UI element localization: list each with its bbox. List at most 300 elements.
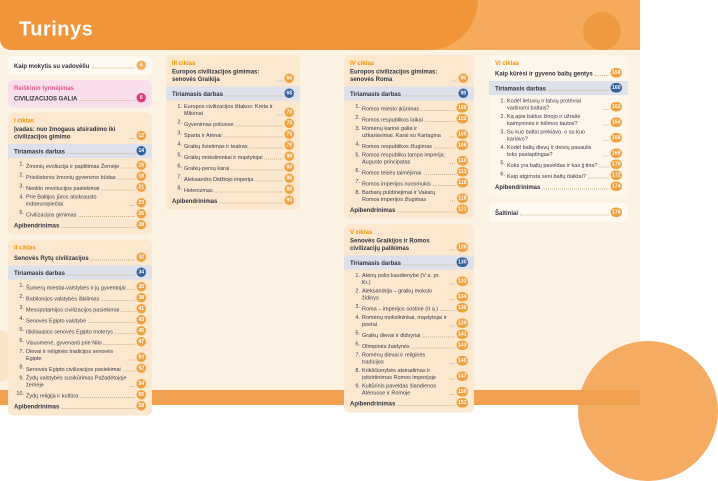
- entry-label: Apibendrinimas: [14, 403, 60, 410]
- page-badge: 18: [138, 173, 145, 179]
- toc-column: [8, 56, 152, 421]
- entry-label: Senovės Egipto valstybė: [26, 318, 87, 324]
- toc-column: [489, 55, 628, 227]
- dotted-leader: [450, 363, 455, 364]
- page-badge: 174: [612, 183, 621, 189]
- research-row: [8, 266, 152, 280]
- toc-entry: [172, 103, 294, 117]
- page-badge: 54: [138, 381, 145, 387]
- page-badge: 121: [458, 206, 467, 212]
- page-badge: 45: [138, 328, 145, 334]
- entry-number: 4.: [355, 314, 360, 321]
- cycle-card: [489, 55, 628, 196]
- entry-label: Priešistorės žmonių gyvenimo būdas: [26, 174, 116, 181]
- page-badge: 172: [612, 172, 621, 178]
- entry-label: Aleksandrija – graikų mokslo židinys: [362, 288, 433, 301]
- toc-entry: [350, 398, 468, 408]
- entry-number: 5.: [355, 152, 360, 158]
- toc-entry: [172, 68, 294, 83]
- entry-label: Kodėl lietuvių ir latvių protėviai vadinami baltais?: [507, 98, 581, 111]
- entry-label: Graikų mokslininkai ir mąstytojai: [184, 154, 263, 161]
- dotted-leader: [450, 250, 455, 251]
- dotted-leader: [67, 275, 135, 276]
- toc-entry: [14, 194, 146, 208]
- entry-label: Žydų religija ir kultūra: [26, 393, 79, 399]
- cycle-card: [166, 55, 300, 210]
- entry-label: Romos respublika tampa imperija: Augusto principatas: [362, 152, 446, 165]
- page-badge: 152: [458, 400, 467, 406]
- dotted-leader: [604, 109, 609, 110]
- dotted-leader: [101, 300, 134, 301]
- toc-entry: [14, 282, 146, 292]
- page-badge: 80: [286, 153, 293, 159]
- toc-entry: [172, 163, 294, 173]
- toc-entry: [14, 304, 146, 314]
- entry-label: CIVILIZACIJOS GALIA: [14, 95, 78, 102]
- entry-label: Europos civilizacijos ištakos: Kreta ir Mikėnai: [184, 103, 273, 117]
- toc-entry: [350, 114, 468, 124]
- cycle-kicker: III ciklas: [172, 59, 196, 67]
- toc-entry: [172, 174, 294, 184]
- dotted-leader: [412, 348, 455, 349]
- entry-label: Ką apie baltus žinojo ir užrašė kaimyninės ir tolimos tautos?: [507, 113, 581, 127]
- entry-label: Apibendrinimas: [350, 400, 396, 407]
- page-badge: 110: [458, 158, 467, 164]
- entry-number: 2.: [177, 119, 182, 125]
- toc-entry: [350, 367, 468, 381]
- dotted-leader: [542, 189, 608, 190]
- dotted-leader: [61, 408, 134, 409]
- toc-entry: [350, 103, 468, 113]
- dotted-leader: [115, 333, 135, 334]
- entry-label: Romos imperijos nuosmukis: [362, 181, 431, 187]
- dotted-leader: [130, 138, 135, 139]
- dotted-leader: [450, 394, 455, 395]
- toc-entry: [14, 61, 146, 71]
- dotted-leader: [588, 178, 609, 179]
- entry-number: 5.: [500, 160, 505, 166]
- toc-entry: [495, 208, 622, 218]
- entry-number: 3.: [355, 303, 360, 310]
- page-badge: 168: [612, 150, 621, 156]
- dotted-leader: [278, 81, 283, 82]
- dotted-leader: [397, 405, 454, 406]
- page-badge: 23: [138, 200, 145, 206]
- page-badge: 41: [138, 306, 145, 312]
- entry-number: 6.: [177, 163, 182, 169]
- dotted-leader: [236, 126, 283, 127]
- dotted-leader: [219, 203, 282, 204]
- entry-number: 2.: [355, 114, 360, 121]
- entry-number: 2.: [355, 288, 360, 294]
- dotted-leader: [423, 174, 455, 175]
- entry-label: Senovės Rytų civilizacijos: [14, 254, 89, 262]
- toc-entry: [14, 220, 146, 230]
- toc-entry: [350, 125, 468, 139]
- entry-number: 1.: [355, 272, 360, 279]
- page-badge: 139: [458, 320, 467, 326]
- toc-entry: [495, 113, 622, 127]
- toc-entry: [350, 272, 468, 286]
- dotted-leader: [78, 216, 134, 217]
- entry-label: Senovės Graikijos ir Romos civilizacijų palikimas: [350, 237, 430, 252]
- page-badge: 118: [458, 195, 467, 201]
- toc-entry: [495, 182, 622, 192]
- page-badge: 130: [458, 259, 467, 265]
- entry-label: Dievai ir religinės tradicijos senovės Egipte: [26, 348, 114, 362]
- toc-link-card: [8, 56, 152, 75]
- entry-label: Apibendrinimas: [172, 197, 218, 205]
- page-badge: 143: [458, 342, 467, 348]
- cycle-kicker: I ciklas: [14, 117, 35, 124]
- dotted-leader: [231, 170, 282, 171]
- page-badge: 105: [458, 131, 467, 137]
- toc-entry: [495, 68, 622, 78]
- page-badge: 113: [458, 169, 467, 175]
- toc-entry: [350, 141, 468, 151]
- research-label: Tiriamasis darbas: [495, 85, 546, 92]
- toc-entry: [14, 364, 146, 374]
- toc-entry: [350, 288, 468, 302]
- page-badge: 56: [138, 392, 145, 398]
- dotted-leader: [67, 153, 135, 154]
- cycle-kicker: VI ciklas: [495, 59, 520, 67]
- research-label: Tiriamasis darbas: [172, 90, 223, 98]
- entry-label: Su kuo baltai prekiavo, o su kuo kariavo?: [507, 129, 585, 142]
- toc-entry: [172, 152, 294, 162]
- cycle-kicker: V ciklas: [350, 228, 373, 236]
- dotted-leader: [255, 181, 282, 182]
- entry-label: Graikų švietimas ir teatras: [184, 143, 248, 150]
- entry-number: 8.: [19, 364, 24, 370]
- entry-number: 2.: [19, 293, 24, 300]
- page-badge: 96: [460, 75, 467, 81]
- entry-number: 3.: [19, 183, 24, 189]
- page-badge: 70: [286, 109, 293, 115]
- entry-label: Kaip mokytis su vadovėliu: [14, 62, 90, 70]
- toc-entry: [350, 341, 468, 351]
- toc-entry: [350, 314, 468, 328]
- entry-label: Įvadas: nuo žmogaus atsiradimo iki civilizacijos gimimo: [14, 125, 116, 140]
- entry-label: Romos respublikos laikai: [362, 117, 423, 123]
- page-badge: 52: [138, 365, 145, 371]
- cycle-kicker: IV ciklas: [350, 59, 375, 67]
- entry-number: 9.: [355, 383, 360, 389]
- research-row: [344, 87, 474, 101]
- entry-label: Babilonijos valstybės iškilimas: [26, 296, 100, 302]
- toc-entry: [14, 293, 146, 303]
- entry-label: Kodėl baltų dievų ir deivių pasaulis toks paslaptingas?: [507, 144, 592, 158]
- entry-number: 6.: [500, 171, 505, 177]
- entry-number: 3.: [500, 129, 505, 135]
- entry-label: Olimpinės žaidynės: [362, 343, 410, 350]
- dotted-leader: [88, 322, 134, 323]
- entry-number: 6.: [19, 337, 24, 344]
- page-badge: 98: [460, 90, 467, 96]
- toc-entry: [14, 209, 146, 219]
- dotted-leader: [215, 192, 283, 193]
- dotted-leader: [121, 168, 134, 169]
- page-badge: 26: [138, 211, 145, 217]
- entry-number: 1.: [500, 98, 505, 104]
- toc-entry: [495, 129, 622, 143]
- page-badge: 141: [458, 331, 467, 337]
- page-badge: 170: [612, 161, 621, 167]
- entry-label: Romos miesto įkūrimas: [362, 106, 420, 112]
- dotted-leader: [604, 140, 609, 141]
- entry-label: Žmonių evoliucija ir paplitimas Žemėje: [26, 163, 120, 170]
- dotted-leader: [548, 90, 609, 91]
- page-badge: 134: [458, 294, 467, 300]
- toc-entry: [14, 337, 146, 347]
- dotted-leader: [118, 179, 135, 180]
- page-badge: 34: [138, 269, 145, 275]
- dotted-leader: [130, 205, 135, 206]
- entry-number: 2.: [500, 113, 505, 120]
- research-row: [489, 81, 628, 95]
- page-badge: 58: [138, 403, 145, 409]
- dotted-leader: [450, 299, 455, 300]
- toc-entry: [350, 383, 468, 397]
- entry-label: Apibendrinimas: [14, 222, 60, 229]
- toc-entry: [172, 119, 294, 129]
- page-badge: 78: [286, 142, 293, 148]
- entry-number: 3.: [177, 130, 182, 136]
- toc-entry: [14, 183, 146, 193]
- page-badge: 166: [612, 135, 621, 141]
- page-badge: 176: [612, 209, 621, 215]
- toc-column: [344, 55, 474, 418]
- dotted-leader: [397, 212, 454, 213]
- toc-entry: [14, 401, 146, 411]
- dotted-leader: [265, 159, 283, 160]
- entry-label: Visuomenė, gyvenanti prie Nilo: [26, 340, 102, 346]
- entry-label: Atėnų polio kasdienybė (V a. pr. Kr.): [362, 272, 440, 286]
- toc-entry: [350, 303, 468, 313]
- dotted-leader: [450, 284, 455, 285]
- entry-label: Civilizacijos gimimas: [26, 212, 77, 218]
- dotted-leader: [224, 137, 283, 138]
- cycle-card: [8, 240, 152, 416]
- entry-number: 6.: [355, 167, 360, 174]
- toc-entry: [172, 130, 294, 140]
- cycle-card: [344, 224, 474, 413]
- page-badge: 160: [612, 85, 621, 91]
- entry-label: Kaip atgimsta seni baltų daiktai?: [507, 173, 586, 180]
- dotted-leader: [422, 337, 454, 338]
- toc-entry: [14, 390, 146, 400]
- entry-number: 3.: [19, 304, 24, 311]
- entry-number: 7.: [355, 178, 360, 185]
- dotted-leader: [91, 260, 135, 261]
- page-badge: 108: [458, 142, 467, 148]
- toc-entry: [14, 161, 146, 171]
- entry-label: Graikų dievai ir didvyriai: [362, 332, 421, 339]
- entry-label: Aleksandro Didžiojo imperija: [184, 176, 254, 183]
- entry-number: 2.: [19, 172, 24, 178]
- entry-label: Mesopotamijos civilizacijos pasiekimai: [26, 307, 120, 313]
- entry-number: 1.: [177, 103, 182, 110]
- entry-number: 10.: [16, 390, 24, 397]
- entry-label: Sparta ir Atėnai: [184, 132, 222, 139]
- dotted-leader: [104, 344, 135, 345]
- dotted-leader: [130, 386, 135, 387]
- page-badge: 68: [286, 90, 293, 96]
- page-badge: 50: [138, 354, 145, 360]
- entry-label: Europos civilizacijos gimimas: senovės Roma: [350, 68, 438, 83]
- entry-number: 5.: [177, 152, 182, 158]
- toc-entry: [350, 178, 468, 188]
- page-badge: 128: [458, 244, 467, 250]
- page-badge: 136: [458, 305, 467, 311]
- page-badge: 66: [286, 75, 293, 81]
- entry-label: Šaltiniai: [495, 209, 519, 217]
- dotted-leader: [434, 148, 455, 149]
- page-badge: 47: [138, 339, 145, 345]
- page-title: Turinys: [19, 18, 94, 40]
- toc-entry: [350, 352, 468, 366]
- dotted-leader: [101, 190, 134, 191]
- entry-label: Gyvenimas poliuose: [184, 121, 234, 128]
- page-badge: 100: [458, 105, 467, 111]
- toc-entry: [14, 93, 146, 103]
- entry-label: Kultūrinis paveldas šiandienos Atėnuose ir Romoje: [362, 383, 436, 396]
- entry-label: Helenizmas: [184, 187, 213, 194]
- dotted-leader: [520, 215, 609, 216]
- page-badge: 12: [138, 133, 145, 139]
- page-badge: 43: [138, 317, 145, 323]
- toc-entry: [172, 196, 294, 206]
- entry-label: Romos respublikos žlugimas: [362, 143, 432, 150]
- toc-entry: [350, 330, 468, 340]
- entry-label: Romėnų karinė galia ir užkariavimai. Karai su Kartagina: [362, 125, 441, 139]
- entry-number: 4.: [19, 194, 24, 200]
- dotted-leader: [452, 81, 457, 82]
- entry-label: Romėnų dievai ir religinės tradicijos: [362, 352, 426, 365]
- toc-entry: [350, 167, 468, 177]
- toc-entry: [495, 144, 622, 158]
- dotted-leader: [604, 156, 609, 157]
- research-label: Tiriamasis darbas: [14, 148, 65, 155]
- research-row: [8, 144, 152, 158]
- toc-entry: [14, 348, 146, 362]
- entry-number: 4.: [19, 315, 24, 322]
- dotted-leader: [450, 201, 455, 202]
- page-badge: 158: [612, 70, 621, 76]
- dotted-leader: [450, 163, 455, 164]
- entry-label: Romėnų mokslininkai, mąstytojai ir poetai: [362, 314, 447, 328]
- entry-number: 1.: [19, 282, 24, 289]
- entry-number: 5.: [355, 330, 360, 336]
- research-row: [166, 87, 300, 101]
- dotted-leader: [121, 311, 134, 312]
- toc-entry: [350, 237, 468, 252]
- entry-label: Apibendrinimas: [350, 206, 396, 214]
- dotted-leader: [278, 115, 283, 116]
- page-badge: 162: [612, 104, 621, 110]
- entry-label: Roma – imperijos sostinė (II a.): [362, 306, 439, 312]
- page-badge: 6: [137, 93, 147, 103]
- entry-number: 3.: [355, 125, 360, 132]
- toc-entry: [350, 68, 468, 83]
- page-badge: 145: [458, 358, 467, 364]
- entry-label: Kaip kūrėsi ir gyveno baltų gentys: [495, 70, 593, 77]
- cycle-card: [344, 55, 474, 219]
- page-badge: 14: [138, 148, 145, 154]
- page-badge: 73: [286, 120, 293, 126]
- entry-label: Koks yra baltų paveldas ir kas jį tiria?: [507, 162, 598, 169]
- entry-number: 8.: [177, 185, 182, 191]
- entry-label: Iškiliausios senovės Egipto moterys: [26, 329, 113, 335]
- toc-entry: [14, 315, 146, 325]
- page-badge: 86: [286, 175, 293, 181]
- dotted-leader: [80, 397, 134, 398]
- page-badge: 116: [458, 180, 467, 186]
- entry-label: Romos teisės laimėjimai: [362, 170, 422, 176]
- page-badge: 4: [137, 61, 147, 71]
- entry-label: Senovės Egipto civilizacijos pasiekimai: [26, 366, 121, 373]
- page-badge: 164: [612, 119, 621, 125]
- page-badge: 88: [286, 186, 293, 192]
- toc-entry: [14, 172, 146, 182]
- dotted-leader: [599, 167, 608, 168]
- entry-number: 1.: [355, 103, 360, 110]
- dotted-leader: [440, 310, 455, 311]
- toc-entry: [495, 160, 622, 170]
- entry-number: 9.: [19, 375, 24, 381]
- page-badge: 28: [138, 222, 145, 228]
- page-badge: 132: [458, 278, 467, 284]
- entry-label: Barbarų puldinėjimai ir Vakarų Romos imperijos žlugimas: [362, 189, 436, 203]
- entry-number: 7.: [177, 174, 182, 180]
- toc-entry: [14, 326, 146, 336]
- research-label: Tiriamasis darbas: [350, 259, 401, 267]
- dotted-leader: [123, 371, 135, 372]
- page-badge: 150: [458, 389, 467, 395]
- dotted-leader: [403, 96, 457, 97]
- dotted-leader: [61, 227, 134, 228]
- entry-label: Apibendrinimas: [495, 183, 541, 191]
- dotted-leader: [450, 379, 455, 380]
- dotted-leader: [91, 68, 134, 69]
- page-badge: 38: [138, 295, 145, 301]
- toc-entry: [14, 126, 146, 141]
- page-badge: 90: [286, 197, 293, 203]
- entry-number: 5.: [19, 326, 24, 333]
- entry-number: 4.: [177, 141, 182, 147]
- research-label: Tiriamasis darbas: [350, 90, 401, 98]
- page-badge: 83: [286, 164, 293, 170]
- page-badge: 147: [458, 373, 467, 379]
- entry-number: 7.: [355, 352, 360, 358]
- dotted-leader: [250, 148, 283, 149]
- toc-entry: [350, 205, 468, 215]
- entry-number: 6.: [355, 341, 360, 347]
- page-badge: 16: [138, 162, 145, 168]
- dotted-leader: [595, 75, 609, 76]
- toc-entry: [172, 185, 294, 195]
- research-label: Tiriamasis darbas: [14, 269, 65, 277]
- research-row: [344, 256, 474, 270]
- toc-link-card: [489, 203, 628, 222]
- cycle-kicker: II ciklas: [14, 244, 36, 251]
- feature-card: [8, 80, 152, 108]
- entry-label: Neolito revoliucijos pasiekimai: [26, 185, 100, 192]
- dotted-leader: [225, 96, 283, 97]
- page-badge: 102: [458, 116, 467, 122]
- entry-label: Krikščionybės atsiradimas ir įsitvirtinimas Romos imperijoje: [362, 367, 436, 381]
- toc-entry: [495, 98, 622, 112]
